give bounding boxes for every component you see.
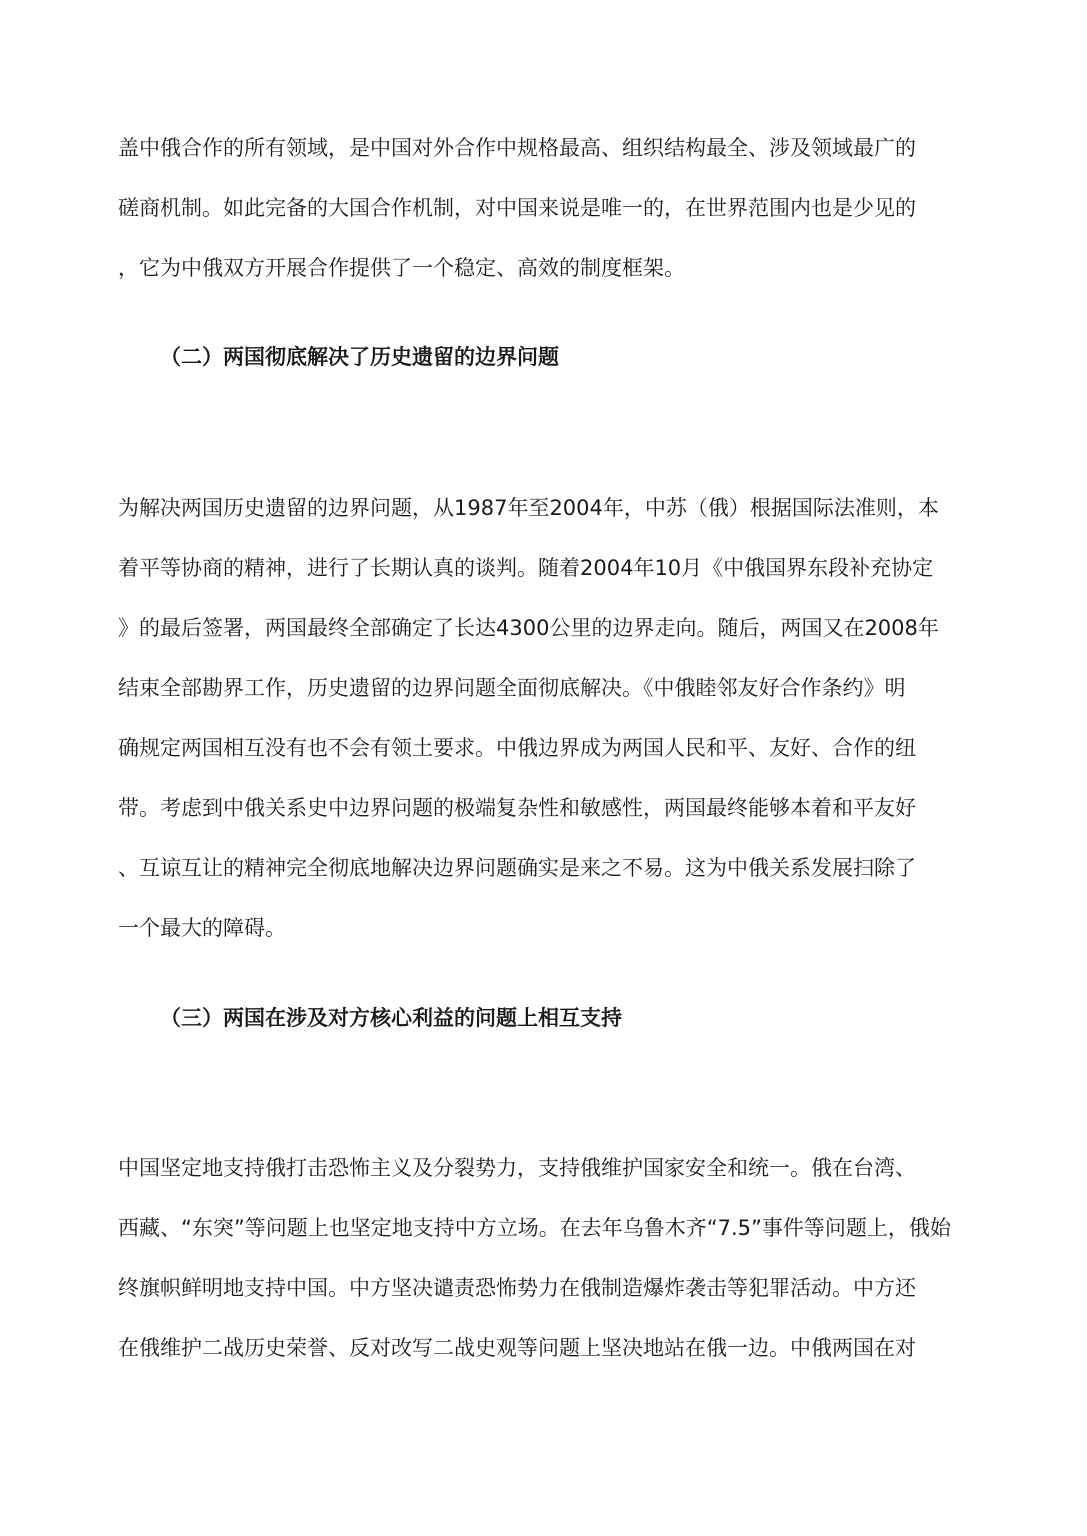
paragraph-line: 中国坚定地支持俄打击恐怖主义及分裂势力，支持俄维护国家安全和统一。俄在台湾、 <box>118 1156 916 1180</box>
paragraph-line: 带。考虑到中俄关系史中边界问题的极端复杂性和敏感性，两国最终能够本着和平友好 <box>118 796 916 820</box>
section-heading-3: （三）两国在涉及对方核心利益的问题上相互支持 <box>160 1006 622 1030</box>
paragraph-line: 磋商机制。如此完备的大国合作机制，对中国来说是唯一的，在世界范围内也是少见的 <box>118 196 916 220</box>
paragraph-line: 终旗帜鲜明地支持中国。中方坚决谴责恐怖势力在俄制造爆炸袭击等犯罪活动。中方还 <box>118 1276 916 1300</box>
paragraph-line: 》的最后签署，两国最终全部确定了长达4300公里的边界走向。随后，两国又在2008年 <box>118 616 939 640</box>
paragraph-line: 着平等协商的精神，进行了长期认真的谈判。随着2004年10月《中俄国界东段补充协定 <box>118 556 934 580</box>
paragraph-line: 西藏、“东突”等问题上也坚定地支持中方立场。在去年乌鲁木齐“7.5”事件等问题上，俄始 <box>118 1216 951 1240</box>
paragraph-line: 、互谅互让的精神完全彻底地解决边界问题确实是来之不易。这为中俄关系发展扫除了 <box>118 856 916 880</box>
paragraph-line: ，它为中俄双方开展合作提供了一个稳定、高效的制度框架。 <box>118 256 685 280</box>
paragraph-line: 结束全部勘界工作，历史遗留的边界问题全面彻底解决。《中俄睦邻友好合作条约》明 <box>118 676 906 700</box>
paragraph-line: 盖中俄合作的所有领域，是中国对外合作中规格最高、组织结构最全、涉及领域最广的 <box>118 136 916 160</box>
section-heading-2: （二）两国彻底解决了历史遗留的边界问题 <box>160 345 559 369</box>
paragraph-line: 确规定两国相互没有也不会有领土要求。中俄边界成为两国人民和平、友好、合作的纽 <box>118 736 916 760</box>
paragraph-line: 为解决两国历史遗留的边界问题，从1987年至2004年，中苏（俄）根据国际法准则，本 <box>118 496 939 520</box>
paragraph-line: 一个最大的障碍。 <box>118 916 286 940</box>
paragraph-line: 在俄维护二战历史荣誉、反对改写二战史观等问题上坚决地站在俄一边。中俄两国在对 <box>118 1336 916 1360</box>
